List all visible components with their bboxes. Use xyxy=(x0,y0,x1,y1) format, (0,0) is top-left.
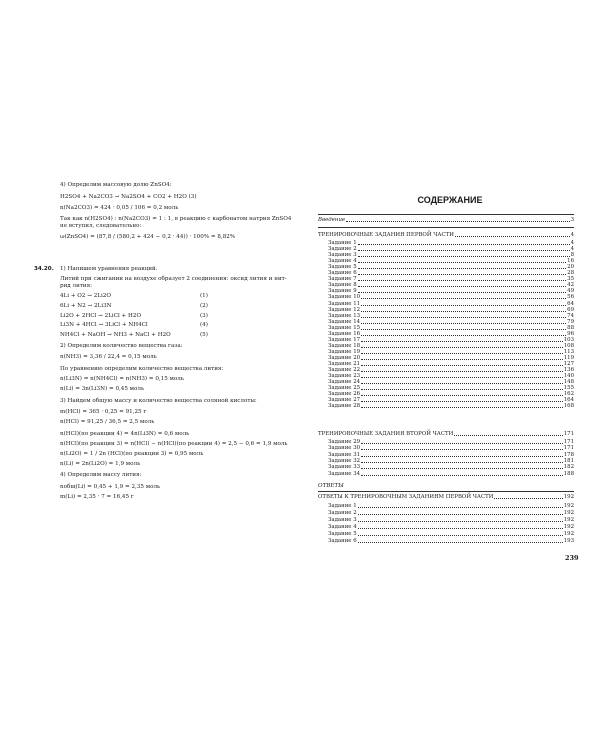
toc-label: ТРЕНИРОВОЧНЫЕ ЗАДАНИЯ ПЕРВОЙ ЧАСТИ xyxy=(318,232,454,238)
toc-leader-dots xyxy=(361,355,563,360)
toc-page: 35 xyxy=(567,276,574,283)
toc-page: 108 xyxy=(563,342,574,349)
toc-leader-dots xyxy=(361,343,563,348)
toc-label: Задание 24 xyxy=(328,379,361,386)
toc-leader-dots xyxy=(361,349,563,354)
toc-leader-dots xyxy=(346,217,569,222)
toc-label: Задание 26 xyxy=(328,391,361,398)
toc-page: 192 xyxy=(563,531,574,537)
toc-label: Задание 12 xyxy=(328,306,361,313)
toc-page: 103 xyxy=(563,336,574,343)
page-number: 239 xyxy=(565,554,579,562)
toc-page: 168 xyxy=(563,403,574,410)
toc-page: 20 xyxy=(567,264,574,271)
toc-answers1[interactable] xyxy=(318,494,574,501)
toc-leader-dots xyxy=(361,452,563,457)
problem-number: 34.20. xyxy=(34,266,54,272)
toc-label: Задание 10 xyxy=(328,294,361,301)
toc-page: 88 xyxy=(567,324,574,331)
toc-page: 192 xyxy=(563,510,574,516)
toc-label: ТРЕНИРОВОЧНЫЕ ЗАДАНИЯ ВТОРОЙ ЧАСТИ xyxy=(318,431,454,437)
toc-leader-dots xyxy=(361,301,566,306)
toc-leader-dots xyxy=(361,307,566,312)
toc-label: Задание 16 xyxy=(328,330,361,337)
toc-page: 119 xyxy=(563,354,574,361)
toc-label: Задание 7 xyxy=(328,276,357,283)
solution-line: n(Li) = 3n(Li3N) = 0,45 моль xyxy=(60,386,144,392)
toc-leader-dots xyxy=(361,313,566,318)
toc-leader-dots xyxy=(361,445,563,450)
toc-intro[interactable] xyxy=(318,217,574,224)
toc-page: 4 xyxy=(570,232,574,238)
answers-section-heading: ОТВЕТЫ xyxy=(318,483,344,489)
toc-label: Задание 6 xyxy=(328,538,357,544)
solution-line: n(Li3N) = n(NH4Cl) = n(NH3) = 0,15 моль xyxy=(60,376,184,382)
toc-label: Задание 21 xyxy=(328,361,361,367)
toc-label: Введение xyxy=(318,217,346,223)
toc-leader-dots xyxy=(361,397,563,402)
solution-line: 4Li + O2 → 2Li2O xyxy=(60,293,111,299)
toc-leader-dots xyxy=(358,524,563,529)
toc-page: 182 xyxy=(563,464,574,471)
toc-leader-dots xyxy=(361,403,563,408)
toc-item[interactable] xyxy=(328,403,574,410)
toc-label: Задание 23 xyxy=(328,373,361,380)
toc-item[interactable] xyxy=(328,517,574,524)
toc-leader-dots xyxy=(455,232,570,237)
toc-leader-dots xyxy=(361,439,563,444)
toc-label: Задание 22 xyxy=(328,367,361,374)
toc-page: 56 xyxy=(567,294,574,301)
toc-page: 4 xyxy=(570,240,574,246)
toc-label: Задание 28 xyxy=(328,403,361,410)
toc-page: 171 xyxy=(563,431,574,437)
toc-label: Задание 32 xyxy=(328,457,361,464)
toc-label: Задание 6 xyxy=(328,270,357,277)
toc-page: 96 xyxy=(567,330,574,337)
toc-page: 136 xyxy=(563,367,574,374)
solution-line: Так как n(H2SO4) : n(Na2CO3) = 1 : 1, в реакцию с карбонатом натрия ZnSO4 xyxy=(60,216,292,222)
toc-page: 3 xyxy=(570,217,574,223)
divider xyxy=(318,214,574,215)
solution-line: 4) Определим массовую долю ZnSO4: xyxy=(60,182,172,188)
toc-page: 171 xyxy=(563,439,574,445)
solution-line: n(HCl)(по реакции 3) = n(HCl) − n(HCl)(по реакции 4) = 2,5 − 0,6 = 1,9 моль xyxy=(60,441,288,447)
toc-leader-dots xyxy=(358,503,563,508)
toc-page: 42 xyxy=(567,282,574,289)
solution-line: n(Li2O) = 1 / 2n (HCl)(по реакции 3) = 0,95 моль xyxy=(60,451,204,457)
toc-page: 192 xyxy=(563,524,574,530)
toc-part1[interactable] xyxy=(318,232,574,239)
toc-leader-dots xyxy=(358,276,567,281)
solution-line: n(Na2CO3) = 424 · 0,05 / 106 = 0,2 моль xyxy=(60,205,179,211)
page-title: СОДЕРЖАНИЕ xyxy=(417,195,483,205)
toc-label: Задание 2 xyxy=(328,246,357,253)
toc-leader-dots xyxy=(361,325,566,330)
toc-leader-dots xyxy=(358,517,563,522)
toc-label: Задание 19 xyxy=(328,348,361,355)
toc-page: 188 xyxy=(563,470,574,477)
toc-label: Задание 1 xyxy=(328,240,357,246)
solution-line: рид лития: xyxy=(60,283,93,289)
solution-line: 2) Определим количество вещества газа: xyxy=(60,343,183,349)
toc-label: Задание 1 xyxy=(328,503,357,509)
equation-number: (4) xyxy=(200,322,208,328)
solution-line: Li2O + 2HCl → 2LiCl + H2O xyxy=(60,313,142,319)
toc-label: Задание 33 xyxy=(328,464,361,471)
toc-page: 192 xyxy=(563,503,574,509)
toc-page: 155 xyxy=(563,385,574,392)
toc-label: Задание 4 xyxy=(328,524,357,530)
solution-line: 1) Напишем уравнения реакций. xyxy=(60,266,158,272)
solution-line: m(HCl) = 365 · 0,25 = 91,25 г xyxy=(60,409,147,415)
toc-leader-dots xyxy=(361,294,566,299)
equation-number: (3) xyxy=(200,313,208,319)
toc-page: 193 xyxy=(563,538,574,544)
solution-line: m(Li) = 2,35 · 7 = 16,45 г xyxy=(60,494,134,500)
solution-line: 6Li + N2 → 2Li3N xyxy=(60,303,112,309)
toc-leader-dots xyxy=(358,246,570,251)
toc-page: 192 xyxy=(563,517,574,523)
toc-page: 171 xyxy=(563,445,574,452)
toc-leader-dots xyxy=(361,471,563,476)
toc-page: 178 xyxy=(563,451,574,458)
toc-leader-dots xyxy=(454,431,562,436)
toc-leader-dots xyxy=(361,331,566,336)
divider xyxy=(318,227,574,228)
solution-line: 4) Определим массу лития: xyxy=(60,472,142,478)
toc-page: 192 xyxy=(563,494,574,500)
toc-page: 64 xyxy=(567,300,574,307)
toc-label: Задание 8 xyxy=(328,282,357,289)
toc-page: 148 xyxy=(563,379,574,386)
equation-number: (5) xyxy=(200,332,208,338)
solution-line: NH4Cl + NaOH → NH3 + NaCl + H2O xyxy=(60,332,171,338)
toc-label: Задание 29 xyxy=(328,439,361,445)
toc-page: 49 xyxy=(567,288,574,295)
toc-label: Задание 18 xyxy=(328,342,361,349)
toc-page: 181 xyxy=(563,457,574,464)
solution-line: H2SO4 + Na2CO3 → Na2SO4 + CO2 + H2O (3) xyxy=(60,194,197,200)
toc-label: Задание 5 xyxy=(328,264,357,271)
solution-line: 3) Найдем общую массу и количество вещества соляной кислоты: xyxy=(60,398,257,404)
solution-line: n(HCl)(по реакции 4) = 4n(Li3N) = 0,6 моль xyxy=(60,431,190,437)
toc-label: Задание 14 xyxy=(328,318,361,325)
toc-label: Задание 4 xyxy=(328,258,357,265)
toc-page: 79 xyxy=(567,318,574,325)
toc-item[interactable] xyxy=(328,471,574,478)
toc-leader-dots xyxy=(358,264,567,269)
toc-item[interactable] xyxy=(328,503,574,510)
toc-label: Задание 20 xyxy=(328,354,361,361)
toc-label: Задание 2 xyxy=(328,510,357,516)
toc-page: 8 xyxy=(570,252,574,259)
toc-item[interactable] xyxy=(328,524,574,531)
toc-leader-dots xyxy=(358,510,563,515)
toc-label: Задание 30 xyxy=(328,445,361,452)
toc-leader-dots xyxy=(361,458,563,463)
solution-line: ω(ZnSO4) = (87,8 / (580,2 + 424 − 0,2 · 44)) · 100% = 8,82% xyxy=(60,234,236,240)
toc-page: 140 xyxy=(563,373,574,380)
divider xyxy=(318,491,574,492)
toc-label: ОТВЕТЫ К ТРЕНИРОВОЧНЫМ ЗАДАНИЯМ ПЕРВОЙ ЧАСТИ xyxy=(318,494,494,500)
right-page xyxy=(300,0,600,750)
toc-leader-dots xyxy=(358,538,563,543)
solution-line: n(NH3) = 3,36 / 22,4 = 0,15 моль xyxy=(60,354,157,360)
toc-leader-dots xyxy=(358,258,567,263)
toc-item[interactable] xyxy=(328,538,574,545)
solution-line: nобщ(Li) = 0,45 + 1,9 = 2,35 моль xyxy=(60,484,161,490)
toc-leader-dots xyxy=(494,494,562,499)
toc-label: Задание 11 xyxy=(328,300,361,307)
toc-label: Задание 17 xyxy=(328,336,361,343)
toc-leader-dots xyxy=(358,288,567,293)
toc-leader-dots xyxy=(358,270,567,275)
toc-leader-dots xyxy=(358,240,570,245)
toc-page: 74 xyxy=(567,312,574,319)
toc-leader-dots xyxy=(358,252,570,257)
toc-label: Задание 3 xyxy=(328,252,357,259)
solution-line: Литий при сжигании на воздухе образует 2 соединения: оксид лития и нит- xyxy=(60,276,287,282)
toc-leader-dots xyxy=(361,385,563,390)
equation-number: (1) xyxy=(200,293,208,299)
toc-leader-dots xyxy=(361,367,563,372)
solution-line: По уравнению определим количество вещества лития: xyxy=(60,366,224,372)
solution-line: n(HCl) = 91,25 / 36,5 = 2,5 моль xyxy=(60,419,155,425)
toc-label: Задание 3 xyxy=(328,517,357,523)
toc-label: Задание 13 xyxy=(328,312,361,319)
toc-leader-dots xyxy=(361,373,563,378)
toc-page: 4 xyxy=(570,246,574,253)
toc-item[interactable] xyxy=(328,531,574,538)
toc-leader-dots xyxy=(361,319,566,324)
toc-page: 28 xyxy=(567,270,574,277)
equation-number: (2) xyxy=(200,303,208,309)
toc-label: Задание 9 xyxy=(328,288,357,295)
toc-label: Задание 25 xyxy=(328,385,361,392)
toc-page: 162 xyxy=(563,391,574,398)
toc-label: Задание 34 xyxy=(328,470,361,477)
solution-line: n(Li) = 2n(Li2O) = 1,9 моль xyxy=(60,461,141,467)
toc-label: Задание 27 xyxy=(328,397,361,404)
toc-leader-dots xyxy=(358,531,563,536)
toc-leader-dots xyxy=(361,391,563,396)
toc-page: 127 xyxy=(563,361,574,367)
toc-leader-dots xyxy=(361,464,563,469)
toc-part2[interactable] xyxy=(318,431,574,438)
toc-page: 16 xyxy=(567,258,574,265)
toc-leader-dots xyxy=(361,379,563,384)
toc-leader-dots xyxy=(361,337,563,342)
toc-leader-dots xyxy=(361,361,563,366)
toc-page: 113 xyxy=(563,348,574,355)
toc-label: Задание 15 xyxy=(328,324,361,331)
toc-label: Задание 31 xyxy=(328,451,361,458)
toc-item[interactable] xyxy=(328,510,574,517)
toc-label: Задание 5 xyxy=(328,531,357,537)
toc-leader-dots xyxy=(358,282,567,287)
toc-page: 69 xyxy=(567,306,574,313)
solution-line: Li3N + 4HCl → 3LiCl + NH4Cl xyxy=(60,322,148,328)
toc-page: 164 xyxy=(563,397,574,404)
solution-line: не вступил, следовательно: xyxy=(60,223,142,229)
